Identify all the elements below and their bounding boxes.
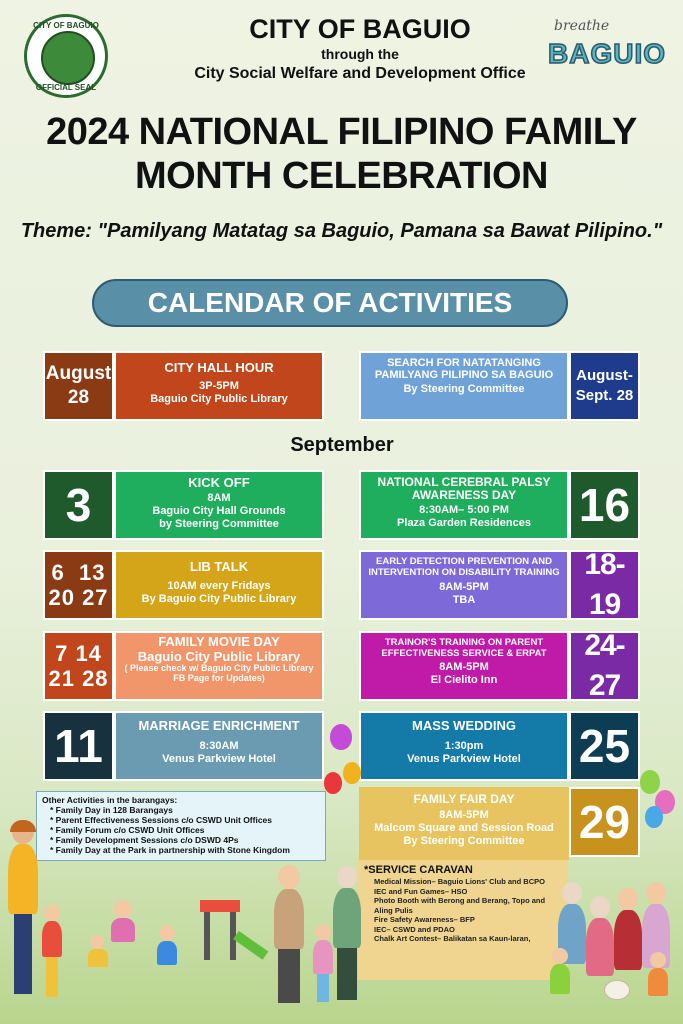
family-group-icon bbox=[548, 880, 678, 1010]
date-day: 6 bbox=[51, 560, 65, 585]
event-time: 8AM-5PM bbox=[439, 661, 489, 673]
event-note: ( Please check w/ Baguio City Public Library FB Page for Updates) bbox=[124, 663, 314, 683]
mother-figure-icon bbox=[6, 820, 40, 1000]
event-time: 8:30AM– 5:00 PM bbox=[419, 504, 509, 516]
balloon-icon bbox=[343, 762, 361, 784]
event-title: FAMILY FAIR DAY bbox=[413, 792, 515, 806]
early-detection-card bbox=[359, 550, 569, 620]
list-item: * Parent Effectiveness Sessions c/o CSWD Unit Offices bbox=[50, 815, 320, 825]
event-organizer: by Steering Committee bbox=[159, 518, 279, 530]
movie-day-dates bbox=[43, 631, 114, 701]
date-day: 29 bbox=[578, 796, 631, 848]
list-item: * Family Day in 128 Barangays bbox=[50, 805, 320, 815]
event-time: 8AM-5PM bbox=[439, 581, 489, 593]
wedding-date bbox=[569, 711, 640, 781]
event-time: 10AM every Fridays bbox=[167, 580, 271, 592]
event-time: 3P-5PM bbox=[199, 380, 239, 392]
date-day: 13 bbox=[79, 560, 106, 585]
date-day: 28 bbox=[67, 387, 90, 408]
city-name: CITY OF BAGUIO bbox=[249, 14, 471, 44]
event-venue: Venus Parkview Hotel bbox=[162, 753, 276, 765]
page-title bbox=[20, 110, 663, 198]
list-item: Photo Booth with Berong and Berang, Topo and Aling Pulis bbox=[374, 896, 546, 915]
cerebral-date bbox=[569, 470, 640, 540]
date-day: 7 bbox=[55, 641, 69, 666]
list-item: Fire Safety Awareness– BFP bbox=[374, 915, 475, 924]
event-title: MARRIAGE ENRICHMENT bbox=[138, 718, 300, 733]
through-text: through the bbox=[321, 46, 399, 62]
event-venue: Venus Parkview Hotel bbox=[407, 753, 521, 765]
other-activities-box bbox=[36, 791, 326, 861]
marriage-card bbox=[114, 711, 324, 781]
date-day: 20 bbox=[48, 585, 75, 610]
event-time: 1:30pm bbox=[444, 740, 484, 752]
marriage-date bbox=[43, 711, 114, 781]
event-title: TRAINOR'S TRAINING ON PARENT EFFECTIVENESS SERVICE & ERPAT bbox=[381, 637, 547, 659]
balloon-icon bbox=[640, 770, 660, 794]
title-line-2: MONTH CELEBRATION bbox=[135, 155, 548, 197]
event-time: 8:30AM bbox=[199, 740, 239, 752]
kneeling-child-icon bbox=[86, 935, 110, 969]
child-figure-icon bbox=[40, 905, 64, 1001]
trainor-card bbox=[359, 631, 569, 701]
kickoff-card bbox=[114, 470, 324, 540]
other-heading: Other Activities in the barangays: bbox=[42, 795, 178, 805]
event-organizer: By Steering Committee bbox=[403, 835, 525, 847]
other-list bbox=[42, 805, 320, 855]
event-time: 8AM bbox=[207, 492, 231, 504]
date-range: 18-19 bbox=[584, 548, 625, 621]
event-title: KICK OFF bbox=[188, 475, 250, 490]
list-item: * Family Development Sessions c/o DSWD 4Ps bbox=[50, 835, 320, 845]
date-day: 27 bbox=[82, 585, 109, 610]
theme-text: Theme: "Pamilyang Matatag sa Baguio, Pamana sa Bawat Pilipino." bbox=[20, 220, 663, 242]
balloon-icon bbox=[324, 772, 342, 794]
event-title: FAMILY MOVIE DAY bbox=[158, 634, 280, 649]
date-start: August- bbox=[576, 367, 633, 384]
event-venue: Baguio City Public Library bbox=[137, 649, 301, 664]
office-name: City Social Welfare and Development Office bbox=[194, 65, 526, 82]
event-venue: El Cielito Inn bbox=[430, 674, 498, 686]
logo-script-text: breathe bbox=[554, 18, 610, 34]
wedding-card bbox=[359, 711, 569, 781]
event-title: NATIONAL CEREBRAL PALSY AWARENESS DAY bbox=[377, 475, 551, 502]
event-venue: Baguio City Public Library bbox=[150, 393, 288, 405]
event-title: LIB TALK bbox=[189, 559, 249, 574]
date-range: 24-27 bbox=[584, 629, 625, 702]
date-end: Sept. 28 bbox=[575, 387, 634, 404]
seal-bottom-text: OFFICIAL SEAL bbox=[35, 83, 97, 92]
family-fair-date bbox=[569, 787, 640, 857]
grandmother-figure-icon bbox=[332, 866, 362, 1002]
city-hall-card bbox=[114, 351, 324, 421]
lib-talk-dates bbox=[43, 550, 114, 620]
grandfather-figure-icon bbox=[272, 865, 306, 1005]
early-detection-date bbox=[569, 550, 640, 620]
service-caravan-box bbox=[358, 860, 568, 980]
month-heading: September bbox=[290, 434, 394, 456]
date-day: 11 bbox=[54, 720, 103, 772]
date-day: 21 bbox=[48, 666, 75, 691]
event-venue: Baguio City Hall Grounds bbox=[152, 505, 286, 517]
logo-word-text: BAGUIO bbox=[548, 38, 666, 69]
lib-talk-card bbox=[114, 550, 324, 620]
date-month: August bbox=[45, 363, 112, 384]
trainor-date bbox=[569, 631, 640, 701]
event-title: SEARCH FOR NATATANGING PAMILYANG PILIPINO SA BAGUIO bbox=[374, 357, 554, 381]
girl-figure-icon bbox=[312, 924, 334, 1004]
event-organizer: By Steering Committee bbox=[403, 383, 525, 395]
search-card bbox=[359, 351, 569, 421]
official-seal bbox=[24, 14, 108, 98]
event-venue: By Baguio City Public Library bbox=[141, 593, 297, 605]
event-venue: Malcom Square and Session Road bbox=[374, 822, 554, 834]
seal-emblem-icon bbox=[41, 31, 95, 85]
balloon-icon bbox=[330, 724, 352, 750]
search-date bbox=[569, 351, 640, 421]
list-item: Medical Mission– Baguio Lions' Club and BCPO bbox=[374, 877, 545, 886]
list-item: * Family Day at the Park in partnership with Stone Kingdom bbox=[50, 845, 320, 855]
seal-top-text: CITY OF BAGUIO bbox=[33, 21, 99, 30]
running-child-icon bbox=[155, 925, 179, 969]
date-day: 25 bbox=[578, 720, 631, 772]
list-item: IEC and Fun Games– HSO bbox=[374, 886, 468, 896]
caravan-list bbox=[364, 877, 562, 944]
date-day: 3 bbox=[65, 479, 92, 531]
event-title: EARLY DETECTION PREVENTION AND INTERVENTION ON DISABILITY TRAINING bbox=[368, 556, 560, 578]
title-line-1: 2024 NATIONAL FILIPINO FAMILY bbox=[46, 111, 637, 153]
list-item: IEC– CSWD and PDAO bbox=[374, 924, 455, 934]
cerebral-card bbox=[359, 470, 569, 540]
city-hall-date bbox=[43, 351, 114, 421]
kickoff-date bbox=[43, 470, 114, 540]
playground-slide-icon bbox=[200, 900, 270, 960]
event-title: MASS WEDDING bbox=[412, 718, 516, 733]
event-time: 8AM-5PM bbox=[439, 809, 489, 821]
movie-day-card bbox=[114, 631, 324, 701]
date-day: 16 bbox=[578, 479, 631, 531]
family-fair-card bbox=[359, 787, 569, 860]
jumping-child-icon bbox=[108, 900, 138, 944]
event-title: CITY HALL HOUR bbox=[164, 360, 274, 375]
calendar-banner: CALENDAR OF ACTIVITIES bbox=[92, 279, 568, 327]
caravan-heading: *SERVICE CARAVAN bbox=[364, 864, 473, 876]
event-venue: Plaza Garden Residences bbox=[397, 517, 531, 529]
event-venue: TBA bbox=[452, 594, 476, 606]
list-item: * Family Forum c/o CSWD Unit Offices bbox=[50, 825, 320, 835]
balloon-icon bbox=[645, 806, 663, 828]
list-item: Chalk Art Contest– Balikatan sa Kaun-laran, bbox=[374, 934, 531, 943]
date-day: 28 bbox=[82, 666, 109, 691]
date-day: 14 bbox=[75, 641, 102, 666]
